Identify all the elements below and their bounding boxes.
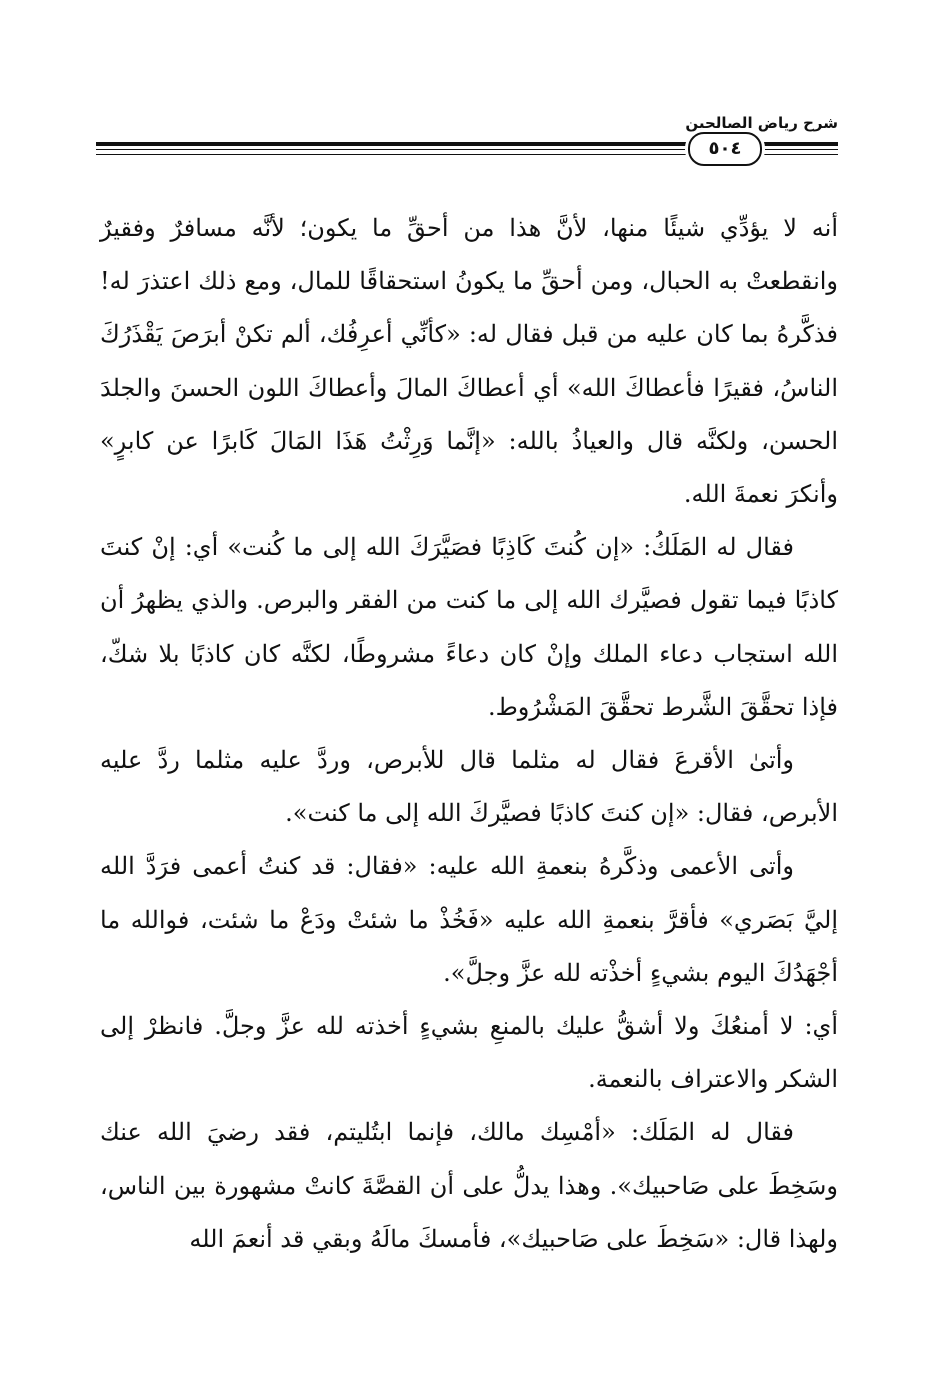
page-number-badge: ٥٠٤ (688, 132, 762, 166)
page-body (100, 202, 838, 1266)
paragraph: وأتىٰ الأقرعَ فقال له مثلما قال للأبرص، وردَّ عليه مثلما ردَّ عليه الأبرص، فقال: «إن كنتَ كاذبًا فصيَّركَ الله إلى ما كنت». (100, 746, 838, 828)
paragraph: وأتى الأعمى وذكَّرهُ بنعمةِ الله عليه: «فقال: قد كنتُ أعمى فرَدَّ الله إليَّ بَصَري» فأقرَّ بنعمةِ الله عليه «فَخُذْ ما شئتْ ودَعْ ما شئت، فوالله ما أجْهَدُكَ اليوم بشيءٍ أخذْته لله عزَّ وجلَّ». (100, 852, 838, 987)
page-header (96, 108, 838, 168)
paragraph: أنه لا يؤدِّي شيئًا منها، لأنَّ هذا من أحقِّ ما يكون؛ لأنَّه مسافرٌ وفقيرٌ وانقطعتْ به الحبال، ومن أحقِّ ما يكونُ استحقاقًا للمال، ومع ذلك اعتذرَ له! فذكَّرهُ بما كان عليه من قبل فقال له: «كأنِّي أعرِفُك، ألم تكنْ أبرَصَ يَقْذَرُكَ الناسُ، فقيرًا فأعطاكَ الله» أي أعطاكَ المالَ وأعطاكَ اللون الحسنَ والجلدَ الحسن، ولكنَّه قال والعياذُ بالله: «إنَّما وَرِثْتُ هَذَا المَالَ كَابرًا عن كابرٍ» وأنكرَ نعمةَ الله. (100, 214, 838, 509)
paragraph: أي: لا أمنعُكَ ولا أشقُّ عليك بالمنعِ بشيءٍ أخذته لله عزَّ وجلَّ. فانظرْ إلى الشكر والاعتراف بالنعمة. (100, 1012, 838, 1094)
paragraph: فقال له المَلَكُ: «إن كُنتَ كَاذِبًا فصَيَّرَكَ الله إلى ما كُنت» أي: إنْ كنتَ كاذبًا فيما تقول فصيَّرك الله إلى ما كنت من الفقر والبرص. والذي يظهرُ أن الله استجاب دعاء الملك وإنْ كان دعاءً مشروطًا، لكنَّه كان كاذبًا بلا شكّ، فإذا تحقَّقَ الشَّرط تحقَّقَ المَشْرُوط. (100, 533, 838, 721)
paragraph: فقال له المَلَك: «أمْسِك مالك، فإنما ابتُليتم، فقد رضيَ الله عنك وسَخِطَ على صَاحبيك». وهذا يدلُّ على أن القصَّةَ كانتْ مشهورة بين الناس، ولهذا قال: «سَخِطَ على صَاحبيك»، فأمسكَ مالَهُ وبقي قد أنعمَ الله (100, 1118, 838, 1253)
running-title: شرح رياض الصالحين (685, 114, 838, 132)
